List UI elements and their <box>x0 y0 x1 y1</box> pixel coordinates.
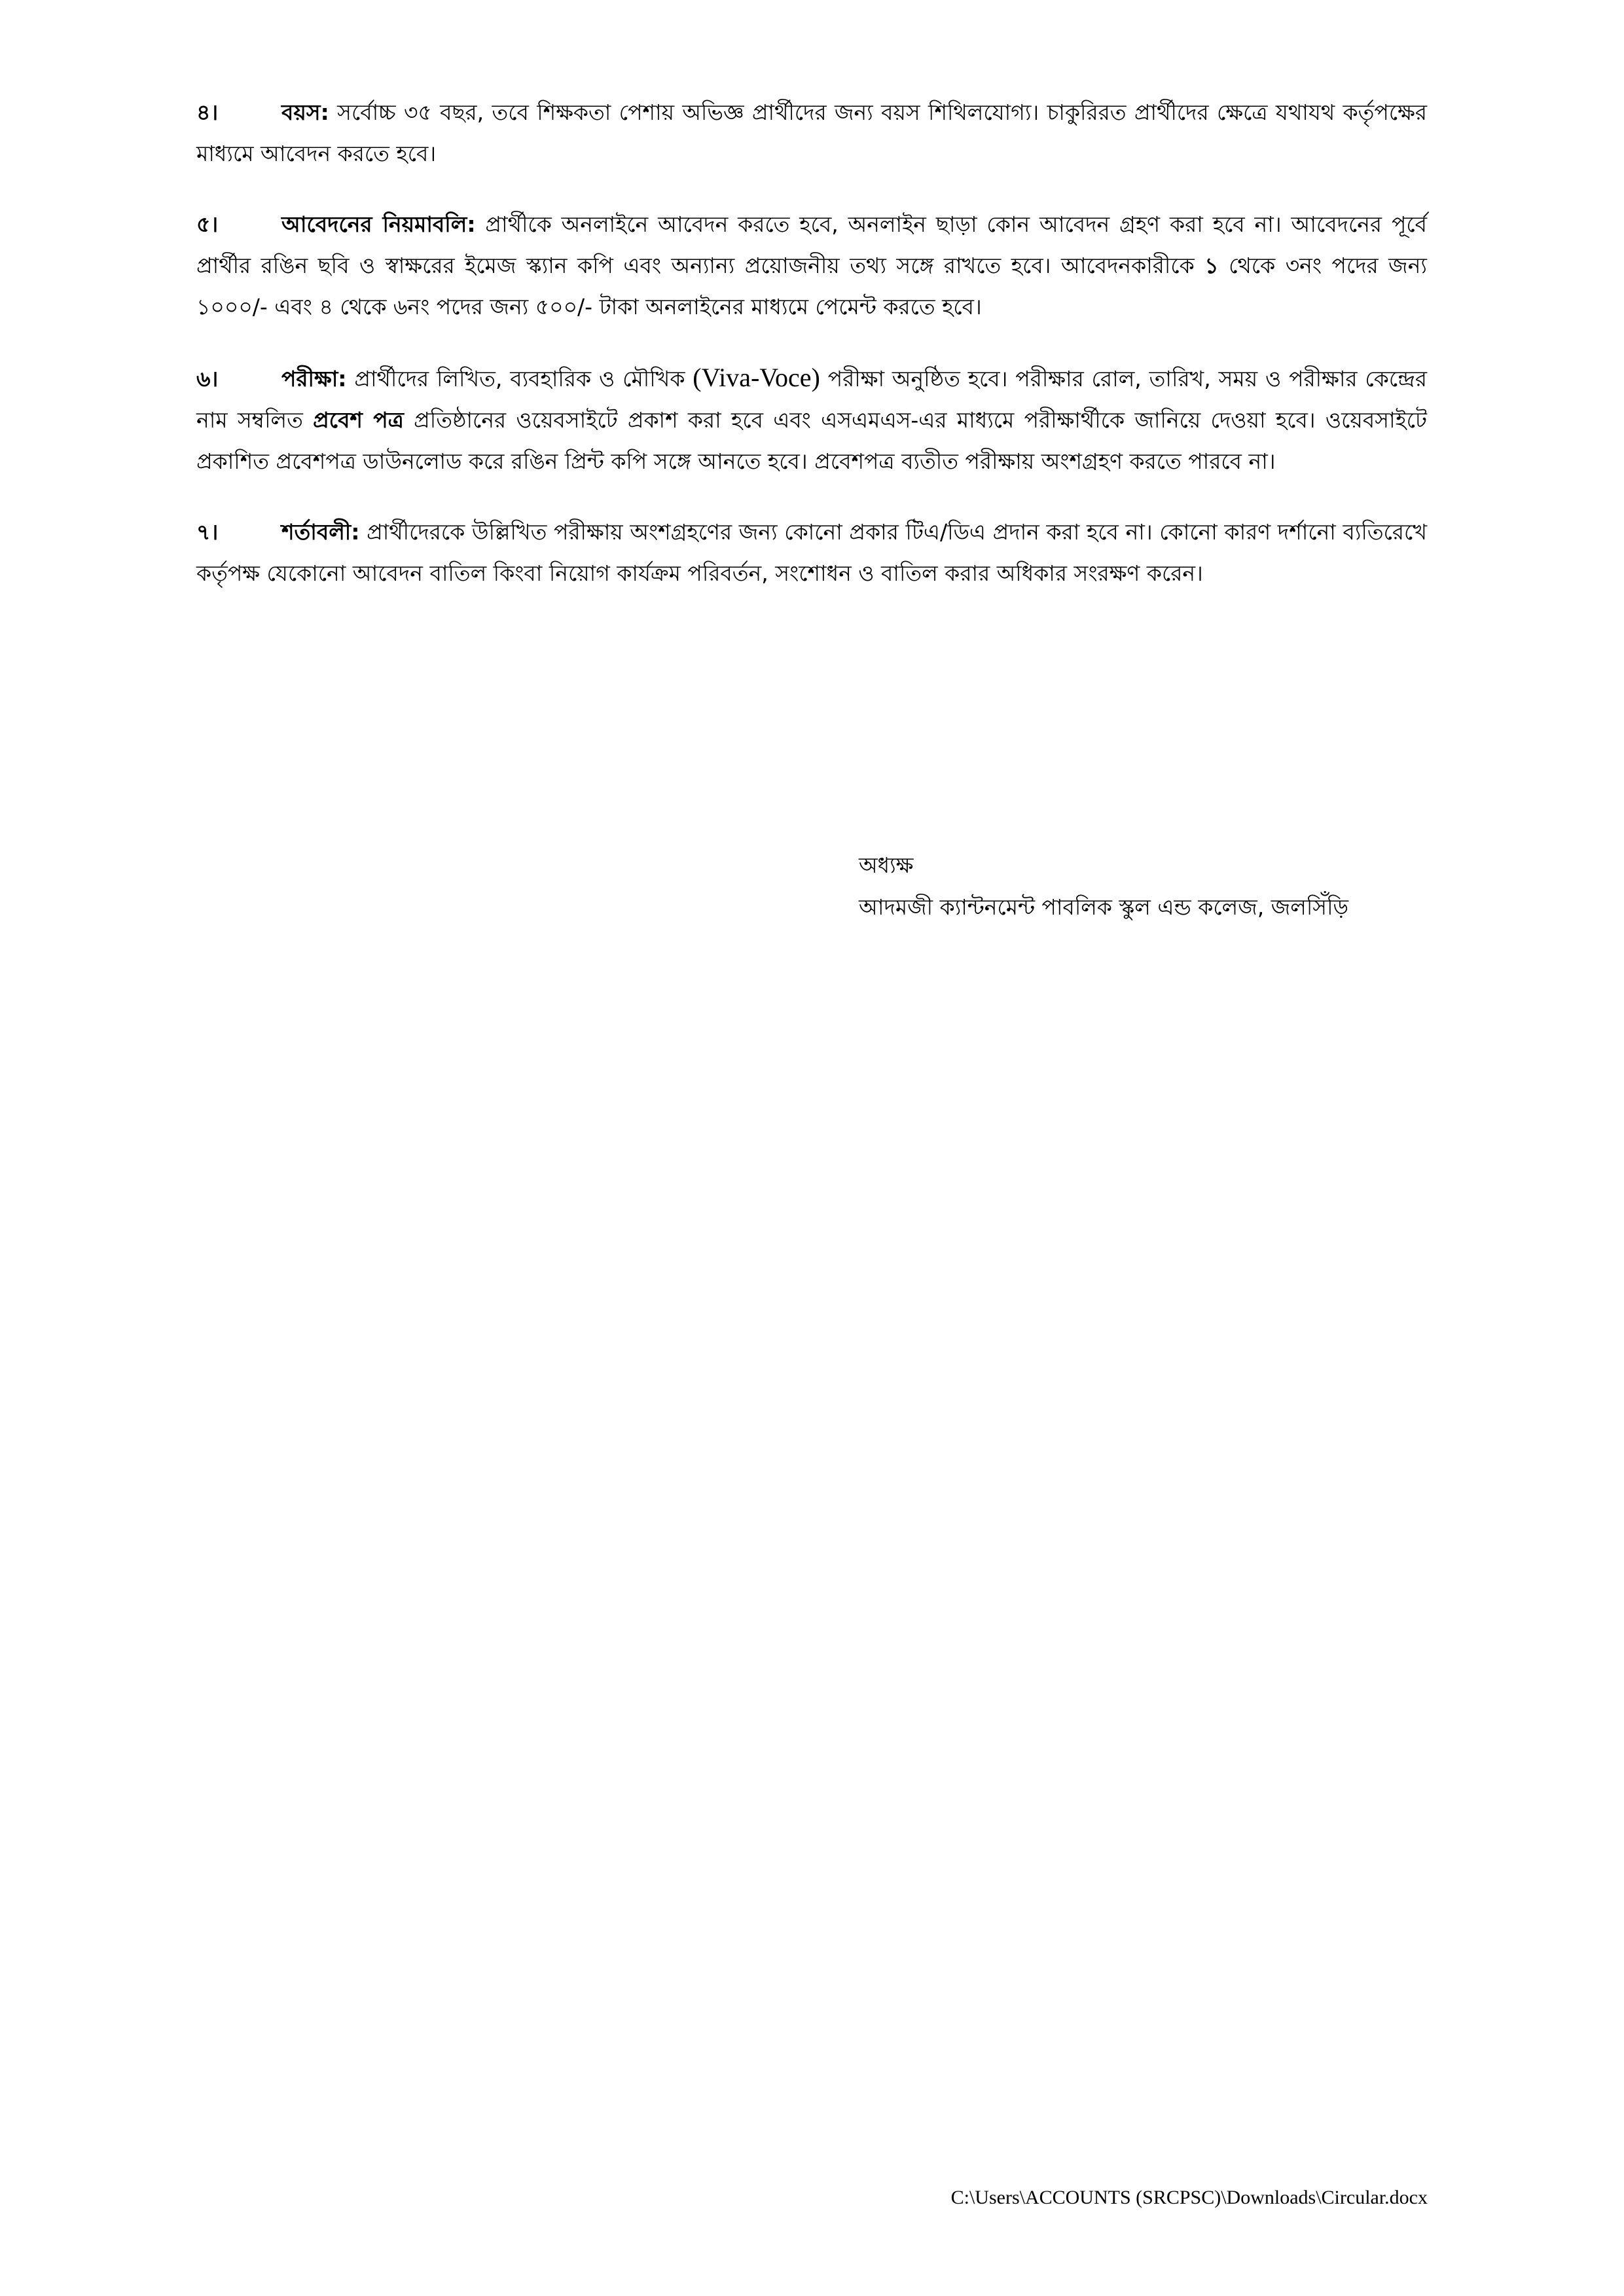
section-conditions <box>196 511 1427 594</box>
section-text: সর্বোচ্চ ৩৫ বছর, তবে শিক্ষকতা পেশায় অভিজ্ঞ প্রার্থীদের জন্য বয়স শিথিলযোগ্য। চাকুরিরত প্রার্থীদের ক্ষেত্রে যথাযথ কর্তৃপক্ষের মাধ্যমে আবেদন করতে হবে। <box>196 100 1427 166</box>
section-exam <box>196 357 1427 482</box>
section-text-latin: (Viva-Voce) <box>693 363 820 392</box>
section-number: ৭। <box>196 519 219 545</box>
section-text: পরীক্ষা অনুষ্ঠিত হবে। পরীক্ষার রোল, তারিখ, সময় ও পরীক্ষার কেন্দ্রের নাম সম্বলিত <box>196 366 1427 433</box>
section-text: প্রতিষ্ঠানের ওয়েবসাইটে প্রকাশ করা হবে এবং এসএমএস-এর মাধ্যমে পরীক্ষার্থীকে জানিয়ে দেওয়া হবে। ওয়েবসাইটে প্রকাশিত প্রবেশপত্র ডাউনলোড করে রঙিন প্রিন্ট কপি সঙ্গে আনতে হবে। প্রবেশপত্র ব্যতীত পরীক্ষায় অংশগ্রহণ করতে পারবে না। <box>196 407 1428 474</box>
section-heading: শর্তাবলী: <box>281 519 360 545</box>
footer-file-path: C:\Users\ACCOUNTS (SRCPSC)\Downloads\Circular.docx <box>950 2187 1428 2208</box>
section-age <box>196 92 1427 174</box>
section-number: ৬। <box>196 366 219 392</box>
signature-block <box>859 845 1348 928</box>
circular-body <box>196 92 1427 623</box>
section-heading: আবেদনের নিয়মাবলি: <box>281 211 476 237</box>
section-heading: বয়স: <box>281 100 329 125</box>
section-text: প্রার্থীদেরকে উল্লিখিত পরীক্ষায় অংশগ্রহণের জন্য কোনো প্রকার টিএ/ডিএ প্রদান করা হবে না। কোনো কারণ দর্শানো ব্যতিরেখে কর্তৃপক্ষ যেকোনো আবেদন বাতিল কিংবা নিয়োগ কার্যক্রম পরিবর্তন, সংশোধন ও বাতিল করার অধিকার সংরক্ষণ করেন। <box>196 519 1427 586</box>
section-application-rules <box>196 204 1427 327</box>
section-text: প্রার্থীকে অনলাইনে আবেদন করতে হবে, অনলাইন ছাড়া কোন আবেদন গ্রহণ করা হবে না। আবেদনের পূর্বে প্রার্থীর রঙিন ছবি ও স্বাক্ষরের ইমেজ স্ক্যান কপি এবং অন্যান্য প্রয়োজনীয় তথ্য সঙ্গে রাখতে হবে। আবেদনকারীকে <box>196 211 1427 278</box>
section-number: ৫। <box>196 211 219 237</box>
signature-institution: আদমজী ক্যান্টনমেন্ট পাবলিক স্কুল এন্ড কলেজ, জলসিঁড়ি <box>859 894 1349 920</box>
signature-title: অধ্যক্ষ <box>859 852 914 878</box>
section-text: প্রার্থীদের লিখিত, ব্যবহারিক ও মৌখিক <box>354 366 685 392</box>
section-number: ৪। <box>196 100 219 125</box>
section-heading: পরীক্ষা: <box>281 366 347 392</box>
section-text: থেকে ৩নং পদের জন্য ১০০০/- এবং ৪ থেকে ৬নং পদের জন্য ৫০০/- টাকা অনলাইনের মাধ্যমে পেমেন্ট করতে হবে। <box>196 253 1427 319</box>
section-text-bold: প্রবেশ পত্র <box>313 407 404 433</box>
section-text-bold: ১ <box>1204 253 1219 278</box>
